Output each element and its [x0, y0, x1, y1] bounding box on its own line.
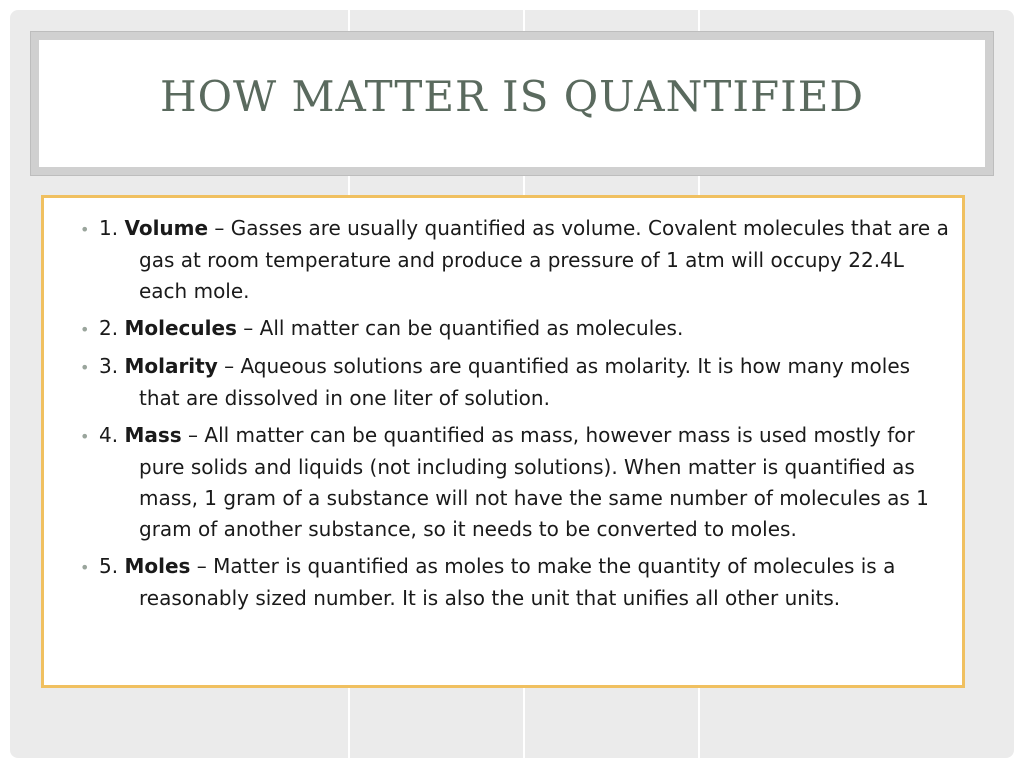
- item-text: – Gasses are usually quantified as volume. Covalent molecules that are a gas at room temperature and produce a pressure of 1 atm will occupy 22.4L each mole.: [139, 216, 949, 303]
- item-number: 5.: [99, 554, 125, 578]
- item-text: – All matter can be quantified as molecules.: [236, 316, 684, 340]
- bullet-icon: •: [80, 358, 90, 377]
- title-area: [39, 40, 985, 167]
- title-frame: [30, 31, 994, 176]
- list-item: [80, 213, 950, 307]
- item-term: Moles: [124, 554, 191, 578]
- bullet-icon: •: [80, 320, 90, 339]
- item-number: 3.: [99, 354, 125, 378]
- list-item: [80, 551, 950, 614]
- bullet-list: [80, 213, 950, 620]
- item-term: Volume: [124, 216, 209, 240]
- item-text: – Matter is quantified as moles to make the quantity of molecules is a reasonably sized number. It is also the unit that unifies all other units.: [139, 554, 896, 610]
- bullet-icon: •: [80, 427, 90, 446]
- list-item: [80, 420, 950, 545]
- slide-title: HOW MATTER IS QUANTIFIED: [159, 72, 865, 121]
- list-item: [80, 351, 950, 414]
- item-term: Molecules: [124, 316, 237, 340]
- bullet-icon: •: [80, 220, 90, 239]
- item-term: Molarity: [124, 354, 218, 378]
- item-number: 2.: [99, 316, 125, 340]
- content-box: [41, 195, 965, 688]
- list-item: [80, 313, 950, 345]
- item-term: Mass: [124, 423, 182, 447]
- item-text: – Aqueous solutions are quantified as molarity. It is how many moles that are dissolved in one liter of solution.: [139, 354, 911, 410]
- item-number: 1.: [99, 216, 125, 240]
- item-text: – All matter can be quantified as mass, however mass is used mostly for pure solids and liquids (not including solutions). When matter is quantified as mass, 1 gram of a substance will not have the same number of molecules as 1 gram of another substance, so it needs to be converted to moles.: [139, 423, 929, 541]
- bullet-icon: •: [80, 558, 90, 577]
- item-number: 4.: [99, 423, 125, 447]
- slide: [10, 10, 1014, 758]
